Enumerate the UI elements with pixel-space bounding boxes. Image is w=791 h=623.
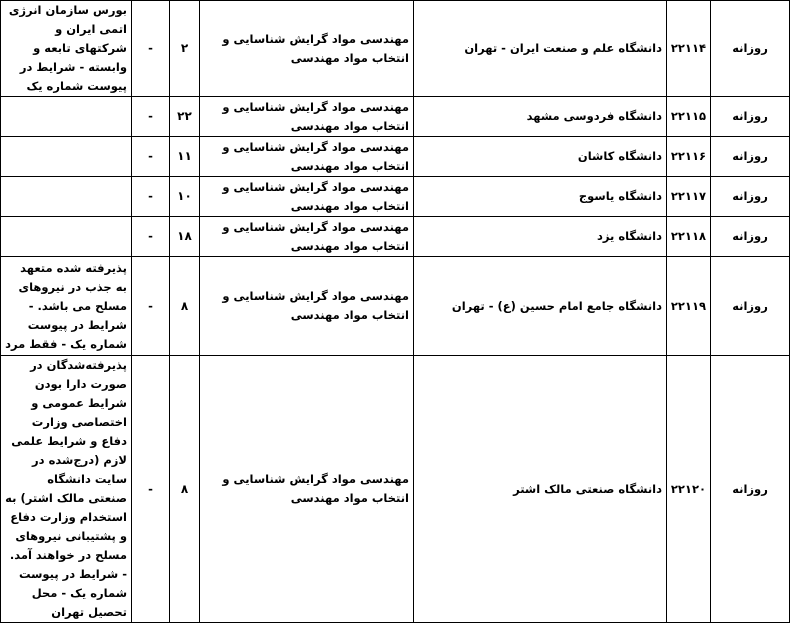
gap-cell: - xyxy=(132,177,170,217)
field-cell: مهندسی مواد گرایش شناسایی و انتخاب مواد مهندسی xyxy=(200,137,414,177)
note-cell xyxy=(1,217,132,257)
capacity-cell: ۱۱ xyxy=(170,137,200,177)
field-cell: مهندسی مواد گرایش شناسایی و انتخاب مواد مهندسی xyxy=(200,257,414,356)
university-cell: دانشگاه صنعتی مالک اشتر xyxy=(414,356,667,623)
course-type-cell: روزانه xyxy=(711,97,790,137)
course-type-cell: روزانه xyxy=(711,177,790,217)
note-cell xyxy=(1,97,132,137)
gap-cell: - xyxy=(132,97,170,137)
gap-cell: - xyxy=(132,356,170,623)
course-type-cell: روزانه xyxy=(711,356,790,623)
note-cell xyxy=(1,177,132,217)
table-row xyxy=(1,257,790,356)
field-cell: مهندسی مواد گرایش شناسایی و انتخاب مواد مهندسی xyxy=(200,177,414,217)
field-cell: مهندسی مواد گرایش شناسایی و انتخاب مواد مهندسی xyxy=(200,97,414,137)
field-cell: مهندسی مواد گرایش شناسایی و انتخاب مواد مهندسی xyxy=(200,356,414,623)
course-type-cell: روزانه xyxy=(711,217,790,257)
course-code-cell: ۲۲۱۱۷ xyxy=(667,177,711,217)
course-type-cell: روزانه xyxy=(711,1,790,97)
capacity-cell: ۲ xyxy=(170,1,200,97)
note-cell: پذیرفته شده متعهد به جذب در نیروهای مسلح می باشد. - شرایط در پیوست شماره یک - فقط مرد xyxy=(1,257,132,356)
table-row xyxy=(1,356,790,623)
field-cell: مهندسی مواد گرایش شناسایی و انتخاب مواد مهندسی xyxy=(200,217,414,257)
note-cell: بورس سازمان انرژی اتمی ایران و شرکتهای تابعه و وابسته - شرایط در پیوست شماره یک xyxy=(1,1,132,97)
field-cell: مهندسی مواد گرایش شناسایی و انتخاب مواد مهندسی xyxy=(200,1,414,97)
capacity-cell: ۱۸ xyxy=(170,217,200,257)
capacity-cell: ۸ xyxy=(170,356,200,623)
note-cell: پذیرفته‌شدگان در صورت دارا بودن شرایط عمومی و اختصاصی وزارت دفاع و شرایط علمی لازم (درج‌شده در سایت دانشگاه صنعتی مالک اشتر) به استخدام وزارت دفاع و پشتیبانی نیروهای مسلح در خواهند آمد. - شرایط در پیوست شماره یک - محل تحصیل تهران xyxy=(1,356,132,623)
course-code-cell: ۲۲۱۱۴ xyxy=(667,1,711,97)
university-cell: دانشگاه علم و صنعت ایران - تهران xyxy=(414,1,667,97)
capacity-cell: ۸ xyxy=(170,257,200,356)
course-code-cell: ۲۲۱۱۹ xyxy=(667,257,711,356)
course-code-cell: ۲۲۱۱۵ xyxy=(667,97,711,137)
university-cell: دانشگاه کاشان xyxy=(414,137,667,177)
table-row xyxy=(1,97,790,137)
note-cell xyxy=(1,137,132,177)
course-type-cell: روزانه xyxy=(711,257,790,356)
table-row xyxy=(1,177,790,217)
university-cell: دانشگاه یاسوج xyxy=(414,177,667,217)
capacity-cell: ۱۰ xyxy=(170,177,200,217)
university-cell: دانشگاه جامع امام حسین (ع) - تهران xyxy=(414,257,667,356)
course-code-cell: ۲۲۱۱۶ xyxy=(667,137,711,177)
gap-cell: - xyxy=(132,257,170,356)
university-cell: دانشگاه فردوسی مشهد xyxy=(414,97,667,137)
course-code-cell: ۲۲۱۲۰ xyxy=(667,356,711,623)
table-row xyxy=(1,1,790,97)
gap-cell: - xyxy=(132,1,170,97)
course-code-cell: ۲۲۱۱۸ xyxy=(667,217,711,257)
gap-cell: - xyxy=(132,137,170,177)
table-row xyxy=(1,217,790,257)
table-row xyxy=(1,137,790,177)
gap-cell: - xyxy=(132,217,170,257)
capacity-cell: ۲۲ xyxy=(170,97,200,137)
university-cell: دانشگاه یزد xyxy=(414,217,667,257)
course-type-cell: روزانه xyxy=(711,137,790,177)
